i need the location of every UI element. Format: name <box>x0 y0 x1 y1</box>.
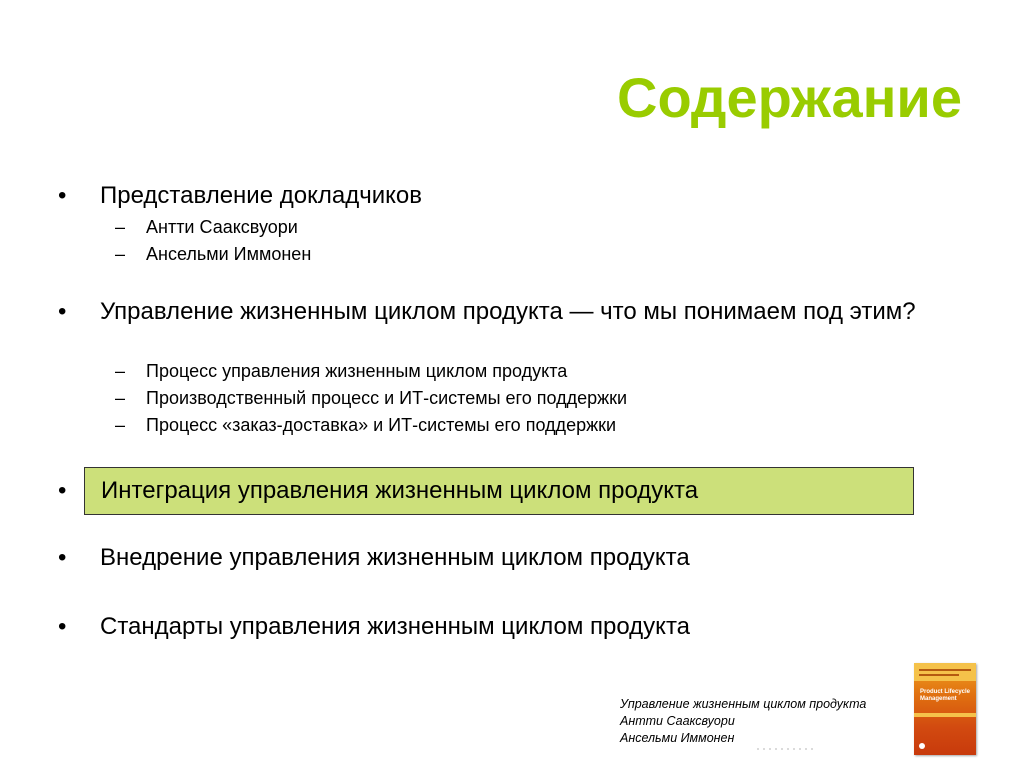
footer-book-title: Управление жизненным циклом продукта <box>620 697 867 711</box>
book-cover-icon <box>914 663 976 755</box>
footer-author-2: Ансельми Иммонен <box>620 731 735 745</box>
bullet-marker: • <box>58 544 67 571</box>
subitem-speaker-2: Ансельми Иммонен <box>146 244 312 264</box>
dash-marker: – <box>115 415 126 435</box>
subitem-plm-process: Процесс управления жизненным циклом продукта <box>146 361 568 381</box>
dash-marker: – <box>115 217 126 237</box>
agenda-item-integration: Интеграция управления жизненным циклом продукта <box>101 477 699 504</box>
bullet-marker: • <box>58 182 67 209</box>
dash-marker: – <box>115 388 126 408</box>
footer-citation <box>620 696 866 747</box>
dash-marker: – <box>115 361 126 381</box>
bullet-marker: • <box>58 298 67 325</box>
agenda-item-standards: Стандарты управления жизненным циклом продукта <box>100 613 691 640</box>
footer-author-1: Антти Сааксвуори <box>620 714 735 728</box>
book-cover-title: Product Lifecycle Management <box>920 689 971 702</box>
bullet-marker: • <box>58 477 67 504</box>
highlighted-agenda-item <box>84 467 914 515</box>
subitem-speaker-1: Антти Сааксвуори <box>146 217 298 237</box>
slide-title: Содержание <box>617 66 962 129</box>
agenda-item-speakers: Представление докладчиков <box>100 182 422 209</box>
decorative-dots <box>755 748 815 750</box>
book-cover-band <box>914 663 976 681</box>
subitem-production-process: Производственный процесс и ИТ-системы его поддержки <box>146 388 628 408</box>
subitem-order-delivery: Процесс «заказ-доставка» и ИТ-системы его поддержки <box>146 415 617 435</box>
book-cover-stripe <box>914 713 976 717</box>
agenda-item-implementation: Внедрение управления жизненным циклом продукта <box>100 544 690 571</box>
agenda-item-plm-meaning: Управление жизненным циклом продукта — что мы понимаем под этим? <box>100 298 916 325</box>
bullet-marker: • <box>58 613 67 640</box>
dash-marker: – <box>115 244 126 264</box>
publisher-logo-icon <box>919 743 925 749</box>
